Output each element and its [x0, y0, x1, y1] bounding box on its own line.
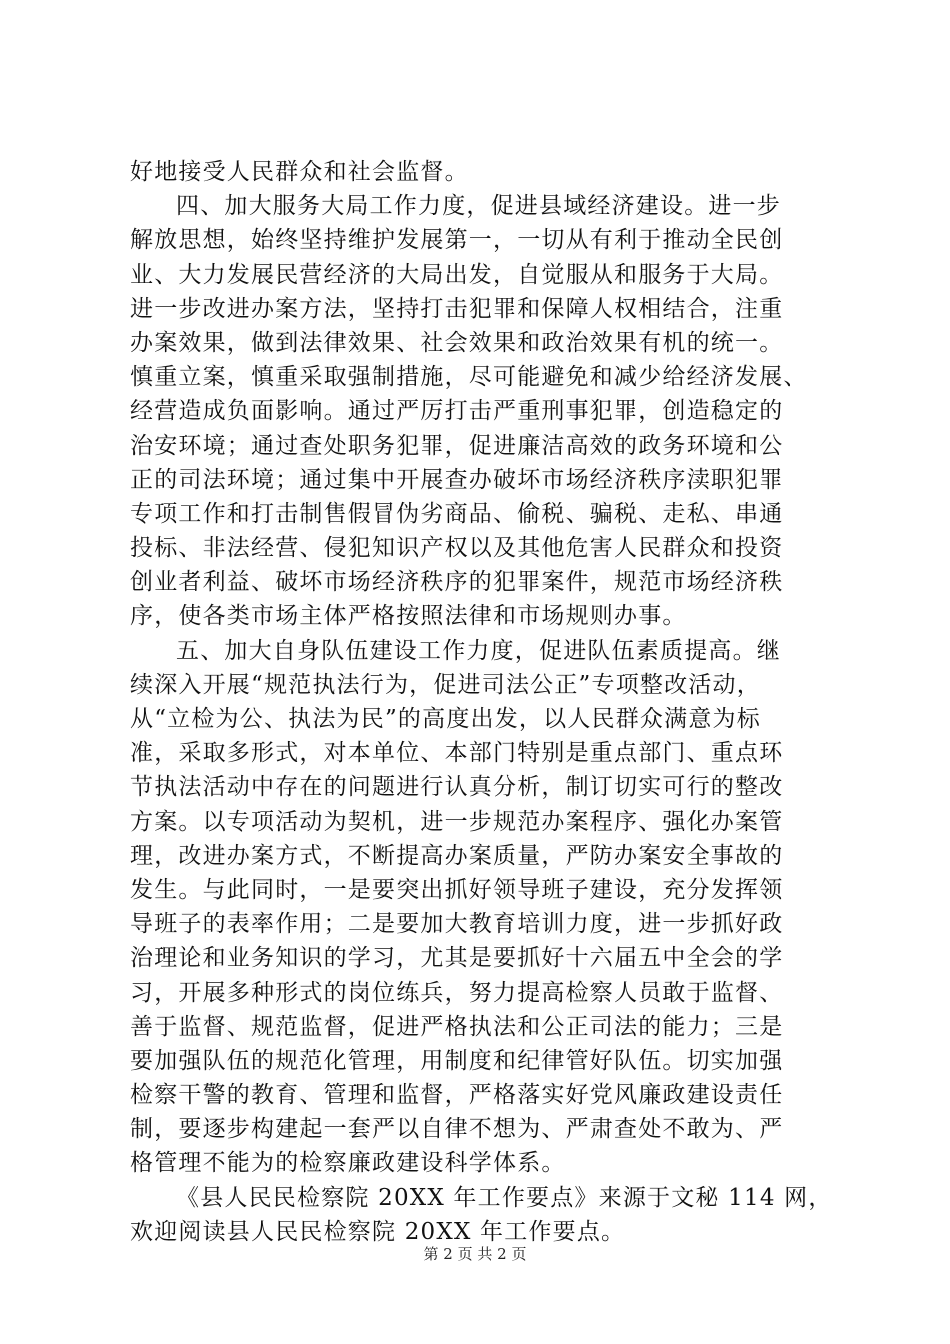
text-line: 格管理不能为的检察廉政建设科学体系。: [130, 1150, 566, 1177]
text-line: 从“立检为公、执法为民”的高度出发，以人民群众满意为标: [130, 706, 761, 732]
text-line: 导班子的表率作用；二是要加大教育培训力度，进一步抓好政: [130, 911, 784, 938]
text-line: 好地接受人民群众和社会监督。: [130, 159, 469, 185]
text-line: 四、加大服务大局工作力度，促进县域经济建设。进一步: [176, 193, 781, 220]
text-line: 治理论和业务知识的学习，尤其是要抓好十六届五中全会的学: [130, 945, 784, 972]
text-line: 业、大力发展民营经济的大局出发，自觉服从和服务于大局。: [130, 261, 784, 288]
text-line: 制，要逐步构建起一套严以自律不想为、严肃查处不敢为、严: [130, 1116, 784, 1143]
text-line: 要加强队伍的规范化管理，用制度和纪律管好队伍。切实加强: [130, 1047, 784, 1074]
text-line: 正的司法环境；通过集中开展查办破坏市场经济秩序渎职犯罪: [130, 466, 784, 493]
text-line: 经营造成负面影响。通过严厉打击严重刑事犯罪，创造稳定的: [130, 398, 784, 425]
text-line: 五、加大自身队伍建设工作力度，促进队伍素质提高。继: [176, 637, 781, 664]
text-line: 治安环境；通过查处职务犯罪，促进廉洁高效的政务环境和公: [130, 432, 784, 459]
text-line: 发生。与此同时，一是要突出抓好领导班子建设，充分发挥领: [130, 876, 784, 903]
text-line: 习，开展多种形式的岗位练兵，努力提高检察人员敢于监督、: [130, 979, 784, 1006]
document-body: [130, 155, 833, 1249]
page-number-label: 第 2 页 共 2 页: [423, 1245, 527, 1263]
text-line: 序，使各类市场主体严格按照法律和市场规则办事。: [130, 603, 687, 630]
text-line: 专项工作和打击制售假冒伪劣商品、偷税、骗税、走私、串通: [130, 500, 784, 527]
text-line: 方案。以专项活动为契机，进一步规范办案程序、强化办案管: [130, 808, 784, 835]
text-line: 投标、非法经营、侵犯知识产权以及其他危害人民群众和投资: [130, 535, 784, 562]
text-line: 慎重立案，慎重采取强制措施，尽可能避免和减少给经济发展、: [130, 364, 808, 391]
text-line: 准，采取多形式，对本单位、本部门特别是重点部门、重点环: [130, 740, 784, 767]
text-line: 欢迎阅读县人民民检察院 20XX 年工作要点。: [130, 1218, 626, 1245]
text-line: 《县人民民检察院 20XX 年工作要点》来源于文秘 114 网，: [176, 1184, 833, 1211]
text-line: 节执法活动中存在的问题进行认真分析，制订切实可行的整改: [130, 774, 784, 801]
text-line: 检察干警的教育、管理和监督，严格落实好党风廉政建设责任: [130, 1082, 784, 1109]
page-footer: [0, 1244, 950, 1264]
text-line: 续深入开展“规范执法行为，促进司法公正”专项整改活动，: [130, 671, 761, 698]
text-line: 解放思想，始终坚持维护发展第一，一切从有利于推动全民创: [130, 227, 784, 254]
text-line: 进一步改进办案方法，坚持打击犯罪和保障人权相结合，注重: [130, 295, 784, 322]
text-line: 创业者利益、破坏市场经济秩序的犯罪案件，规范市场经济秩: [130, 569, 784, 596]
text-line: 善于监督、规范监督，促进严格执法和公正司法的能力；三是: [130, 1013, 784, 1040]
text-line: 理，改进办案方式，不断提高办案质量，严防办案安全事故的: [130, 842, 784, 869]
text-line: 办案效果，做到法律效果、社会效果和政治效果有机的统一。: [130, 329, 784, 356]
